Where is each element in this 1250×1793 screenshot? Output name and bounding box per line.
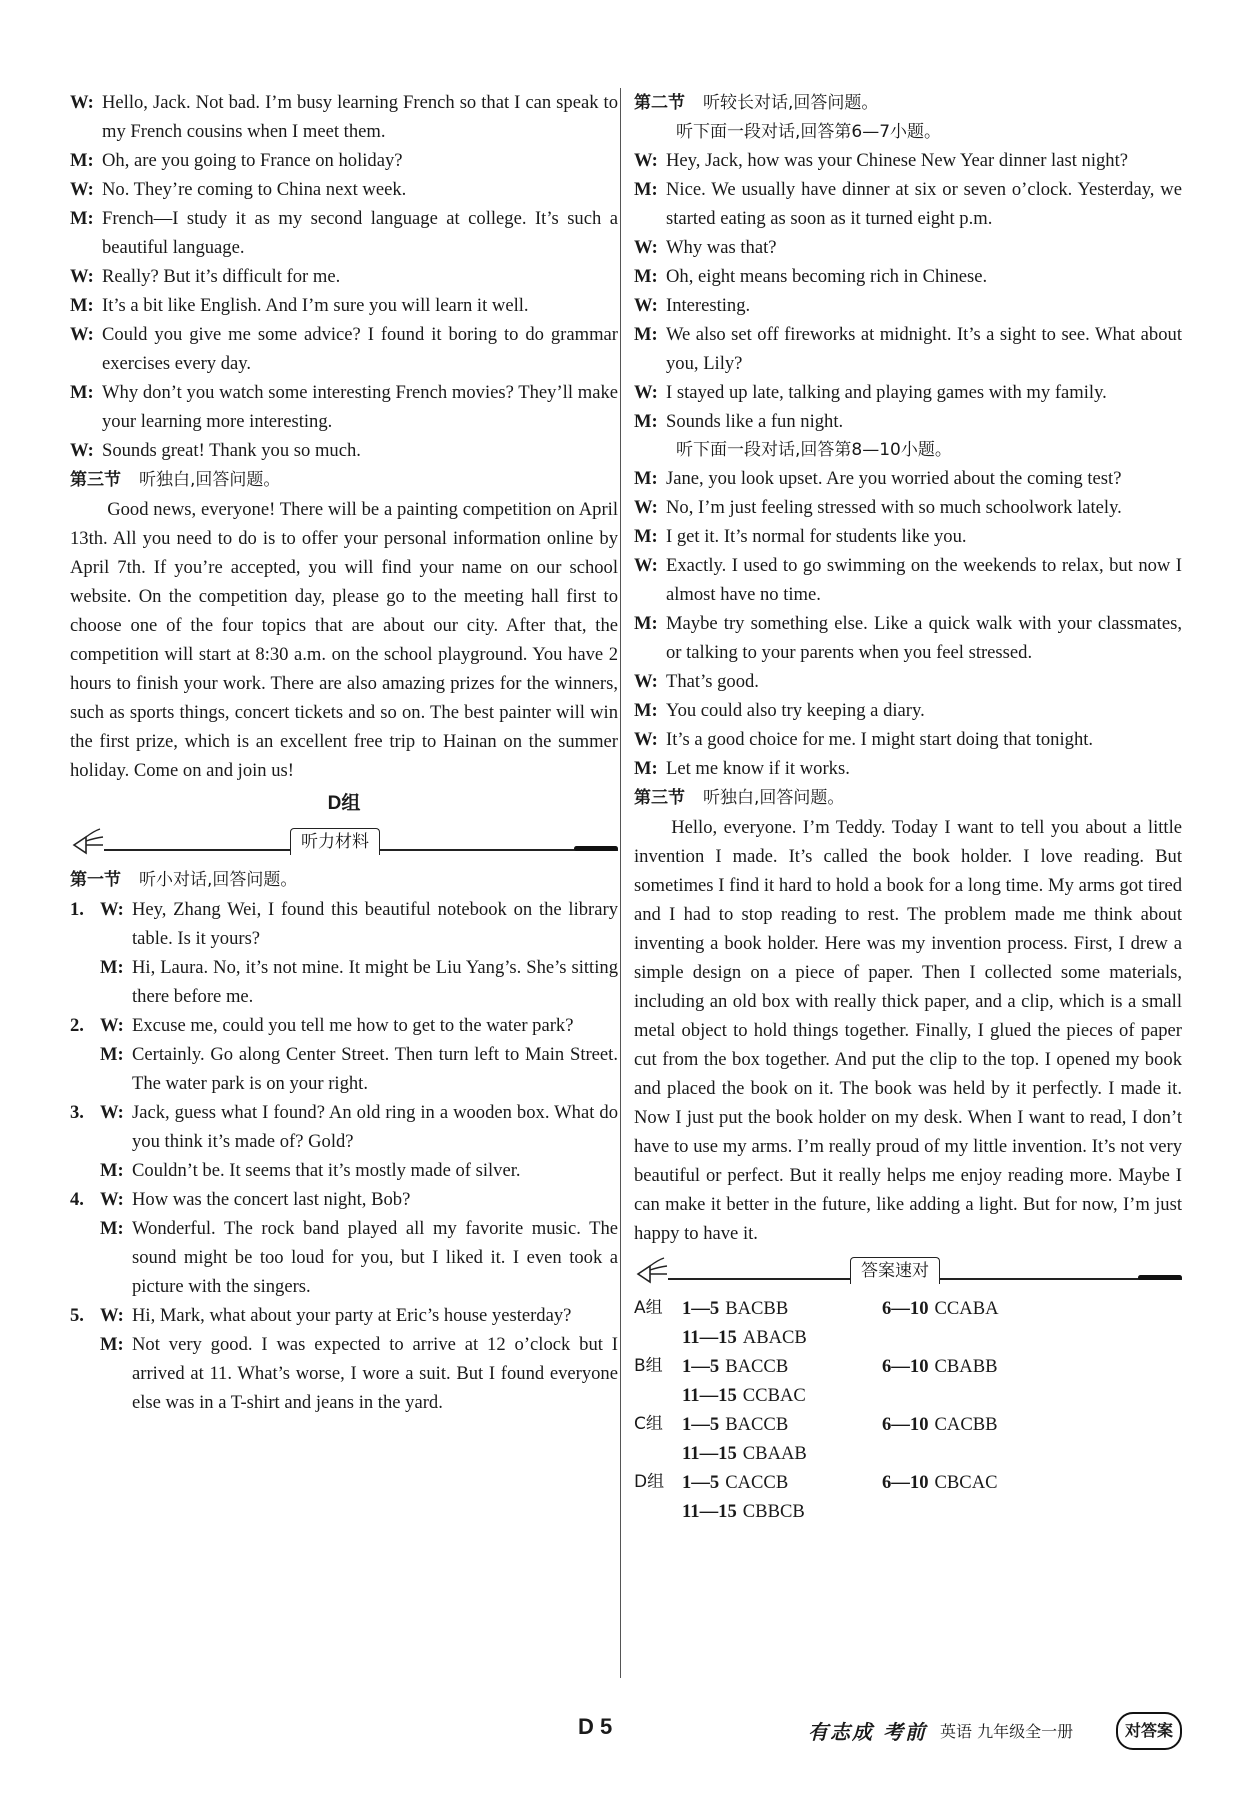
question-number: 3.: [70, 1102, 84, 1123]
dialogue-8-10: [634, 464, 1182, 783]
column-divider: [620, 88, 621, 1678]
section-heading: 第二节 听较长对话,回答问题。: [634, 93, 879, 113]
section-heading: 第三节 听独白,回答问题。: [634, 788, 845, 808]
instruction: 听下面一段对话,回答第6—7小题。: [676, 122, 942, 142]
dialogue-line: M: Nice. We usually have dinner at six or seven o’clock. Yesterday, we started eating as soon as it turned eight p.m.: [634, 179, 1182, 229]
answer-row: C组 1—5 BACCB 6—10 CACBB: [634, 1410, 1182, 1439]
banner-label: 答案速对: [850, 1257, 940, 1284]
megaphone-icon: [634, 1254, 670, 1284]
dialogue-line: M: We also set off fireworks at midnight. It’s a sight to see. What about you, Lily?: [634, 324, 1182, 374]
monologue-text: Good news, everyone! There will be a painting competition on April 13th. All you need to do is to offer your personal information online by April 7th. If you’re accepted, you will find your name on our school website. On the competition day, please go to the meeting hall first to choose one of the four topics that are about our city. After that, the competition will start at 8:30 a.m. on the school playground. You have 2 hours to finish your work. There are also amazing prizes for the winners, such as sports things, concert tickets and so on. The best painter will win the first prize, which is an excellent free trip to Hainan on the summer holiday. Come on and join us!: [70, 499, 618, 781]
brand-name: 有志成 考前: [808, 1720, 927, 1744]
section-heading: 第三节 听独白,回答问题。: [70, 470, 281, 490]
answer-group: A组: [634, 1298, 663, 1318]
answer-row: B组 1—5 BACCB 6—10 CBABB: [634, 1352, 1182, 1381]
question-number: 2.: [70, 1015, 84, 1036]
dialogue-line: W: Really? But it’s difficult for me.: [70, 266, 341, 287]
dialogue-line: W: I stayed up late, talking and playing games with my family.: [634, 382, 1107, 403]
page-footer: [0, 1710, 1250, 1750]
dialogue-line: W: Interesting.: [634, 295, 751, 316]
question-number: 1.: [70, 899, 84, 920]
banner-rule-end: [1138, 1275, 1182, 1280]
dialogue-line: M: Jane, you look upset. Are you worried about the coming test?: [634, 468, 1122, 489]
banner-label: 听力材料: [290, 828, 380, 855]
page-number: D 5: [578, 1714, 613, 1739]
dialogue-line: M: You could also try keeping a diary.: [634, 700, 925, 721]
question-item: 5. W: Hi, Mark, what about your party at Eric’s house yesterday? M: Not very good. I was expected to arrive at 12 o’clock but I arrived at 11. What’s worse, I wore a suit. But I found everyone else was in a T-shirt and jeans in the yard.: [70, 1301, 618, 1417]
dialogue-line: W: Hello, Jack. Not bad. I’m busy learning French so that I can speak to my French cousins when I meet them.: [70, 92, 618, 142]
answer-row: 11—15 CCBAC: [682, 1385, 806, 1406]
dialogue-line: W: Hey, Jack, how was your Chinese New Year dinner last night?: [634, 150, 1128, 171]
dialogue-line: W: Why was that?: [634, 237, 777, 258]
right-column: [634, 88, 1182, 1526]
dialogue-line: W: No, I’m just feeling stressed with so much schoolwork lately.: [634, 497, 1122, 518]
dialogue-6-7: [634, 146, 1182, 436]
dialogue-line: M: Oh, eight means becoming rich in Chinese.: [634, 266, 988, 287]
dialogue-line: W: No. They’re coming to China next week.: [70, 179, 407, 200]
group-title: D组: [327, 793, 361, 814]
dialogue-line: M: I get it. It’s normal for students like you.: [634, 526, 967, 547]
dialogue-line: W: Exactly. I used to go swimming on the weekends to relax, but now I almost have no time.: [634, 555, 1182, 605]
subject-label: 英语 九年级全一册: [940, 1722, 1074, 1741]
answer-group: B组: [634, 1356, 663, 1376]
dialogue-line: W: It’s a good choice for me. I might start doing that tonight.: [634, 729, 1094, 750]
dialogue-line: M: It’s a bit like English. And I’m sure you will learn it well.: [70, 295, 529, 316]
dialogue-line: W: Sounds great! Thank you so much.: [70, 440, 361, 461]
question-number: 5.: [70, 1305, 84, 1326]
answer-key: [634, 1294, 1182, 1526]
monologue-text: Hello, everyone. I’m Teddy. Today I want to tell you about a little invention I made. It’s called the book holder. I love reading. But sometimes I find it hard to hold a book for a long time. My arms got tired and I had to stop reading to rest. The problem made me think about inventing a book holder. Here was my invention process. First, I drew a simple design on a piece of paper. Then I collected some materials, including an old box with really thick paper, and a clip, which is a small metal object to hold things together. Finally, I glued the pieces of paper cut from the box together. And put the clip to the top. I opened my book and placed the book on it. The book was held by it perfectly. I made it. Now I just put the book holder on my desk. When I want to read, I don’t have to use my arms. I’m really proud of my little invention. It’s not very beautiful or perfect. But it really helps me enjoy reading more. Maybe I can make it better in the future, like adding a light. But for now, I’m just happy to have it.: [634, 817, 1182, 1244]
banner-rule-end: [574, 846, 618, 851]
dialogue-line: M: French—I study it as my second language at college. It’s such a beautiful language.: [70, 208, 618, 258]
question-number: 4.: [70, 1189, 84, 1210]
answer-row: A组 1—5 BACBB 6—10 CCABA: [634, 1294, 1182, 1323]
section-banner: [70, 821, 618, 861]
answer-group: D组: [634, 1472, 665, 1492]
dialogue-line: M: Oh, are you going to France on holiday?: [70, 150, 403, 171]
dialogue-line: M: Maybe try something else. Like a quick walk with your classmates, or talking to your parents when you feel stressed.: [634, 613, 1182, 663]
dialogue-line: M: Let me know if it works.: [634, 758, 850, 779]
left-continued-dialogue: [70, 88, 618, 465]
dialogue-line: W: Could you give me some advice? I found it boring to do grammar exercises every day.: [70, 324, 618, 374]
question-item: 2. W: Excuse me, could you tell me how to get to the water park? M: Certainly. Go along Center Street. Then turn left to Main Street. The water park is on your right.: [70, 1011, 618, 1098]
dialogue-line: M: Sounds like a fun night.: [634, 411, 844, 432]
dialogue-line: W: That’s good.: [634, 671, 759, 692]
section-banner: [634, 1250, 1182, 1290]
answer-row: D组 1—5 CACCB 6—10 CBCAC: [634, 1468, 1182, 1497]
section-heading: 第一节 听小对话,回答问题。: [70, 870, 298, 890]
dialogue-line: M: Why don’t you watch some interesting French movies? They’ll make your learning more interesting.: [70, 382, 618, 432]
left-column: [70, 88, 618, 1417]
answer-logo: 对答案: [1116, 1712, 1182, 1750]
question-item: 1. W: Hey, Zhang Wei, I found this beautiful notebook on the library table. Is it yours? M: Hi, Laura. No, it’s not mine. It might be Liu Yang’s. She’s sitting there before me.: [70, 895, 618, 1011]
answer-row: 11—15 ABACB: [682, 1327, 807, 1348]
answer-group: C组: [634, 1414, 663, 1434]
answer-row: 11—15 CBAAB: [682, 1443, 807, 1464]
question-item: 3. W: Jack, guess what I found? An old ring in a wooden box. What do you think it’s made of? Gold? M: Couldn’t be. It seems that it’s mostly made of silver.: [70, 1098, 618, 1185]
megaphone-icon: [70, 825, 106, 855]
instruction: 听下面一段对话,回答第8—10小题。: [676, 440, 952, 460]
question-item: 4. W: How was the concert last night, Bob? M: Wonderful. The rock band played all my favorite music. The sound might be too loud for you, but I liked it. I even took a picture with the singers.: [70, 1185, 618, 1301]
answer-row: 11—15 CBBCB: [682, 1501, 805, 1522]
